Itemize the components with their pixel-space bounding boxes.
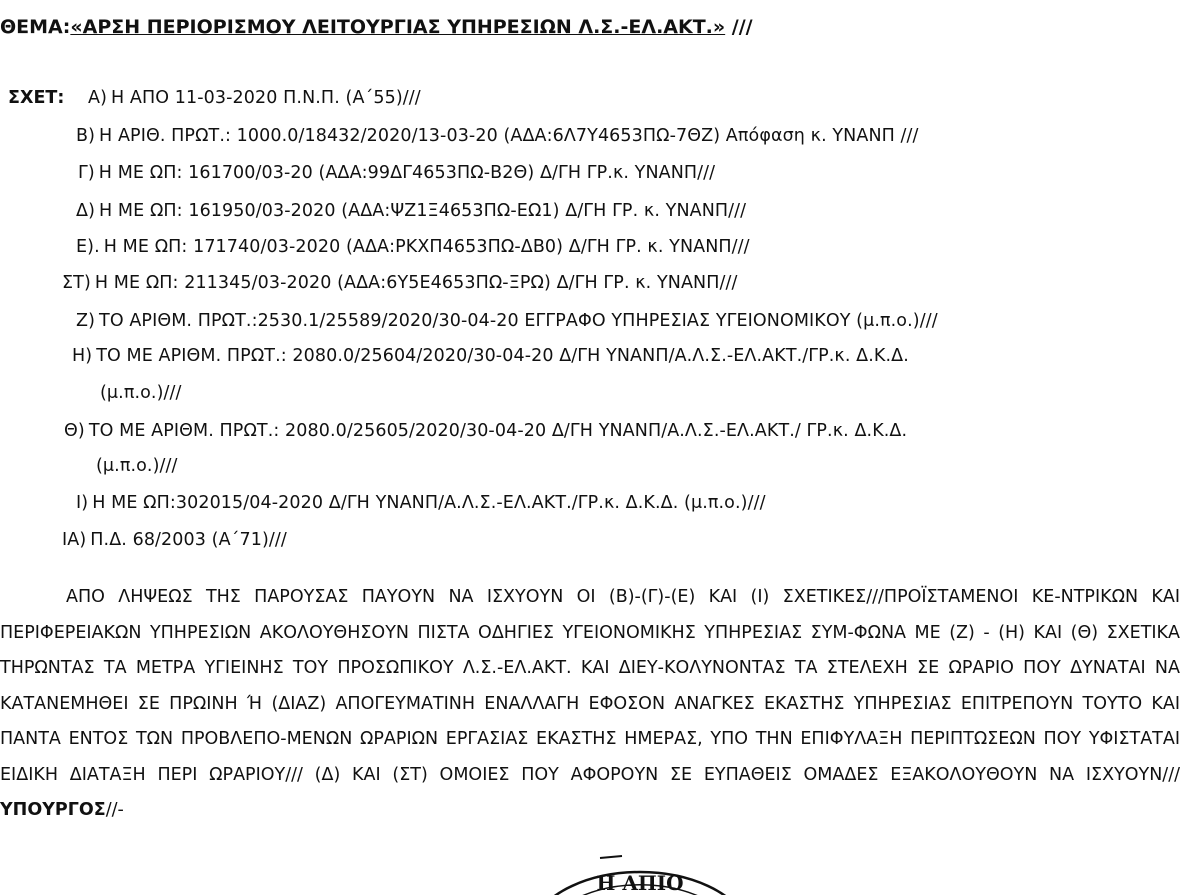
reference-mark: ΣΤ) [62, 273, 91, 293]
reference-text: Π.Δ. 68/2003 (Α΄71)/// [90, 530, 287, 550]
reference-h-continuation: (μ.π.ο.)/// [100, 383, 182, 403]
reference-i [76, 493, 766, 513]
reference-h [72, 346, 909, 366]
reference-mark: Α) [88, 88, 107, 108]
reference-st [62, 273, 738, 293]
reference-z [76, 311, 938, 331]
reference-mark: Ε). [76, 237, 100, 257]
reference-text: Η ΜΕ ΩΠ: 171740/03-2020 (ΑΔΑ:ΡΚΧΠ4653ΠΩ-ΔΒ0) Δ/ΓΗ ΓΡ. κ. ΥΝΑΝΠ/// [103, 237, 750, 257]
reference-d [76, 201, 746, 221]
reference-text: ΤΟ ΑΡΙΘΜ. ΠΡΩΤ.:2530.1/25589/2020/30-04-20 ΕΓΓΡΑΦΟ ΥΠΗΡΕΣΙΑΣ ΥΓΕΙΟΝΟΜΙΚΟΥ (μ.π.ο.)/// [99, 311, 938, 331]
reference-text: Η ΜΕ ΩΠ:302015/04-2020 Δ/ΓΗ ΥΝΑΝΠ/Α.Λ.Σ.-ΕΛ.ΑΚΤ./ΓΡ.κ. Δ.Κ.Δ. (μ.π.ο.)/// [92, 493, 766, 513]
reference-th [64, 421, 907, 441]
reference-mark: Θ) [64, 421, 85, 441]
reference-text: ΤΟ ΜΕ ΑΡΙΘΜ. ΠΡΩΤ.: 2080.0/25605/2020/30-04-20 Δ/ΓΗ ΥΝΑΝΠ/Α.Λ.Σ.-ΕΛ.ΑΚΤ./ ΓΡ.κ. Δ.Κ.Δ. [88, 421, 908, 441]
reference-mark: Η) [72, 346, 93, 366]
minister-signature: ΥΠΟΥΡΓΟΣ [0, 800, 106, 820]
subject-title: «ΑΡΣΗ ΠΕΡΙΟΡΙΣΜΟΥ ΛΕΙΤΟΥΡΓΙΑΣ ΥΠΗΡΕΣΙΩΝ Λ.Σ.-ΕΛ.ΑΚΤ.» [70, 16, 726, 38]
reference-text: Η ΑΠΟ 11-03-2020 Π.Ν.Π. (Α΄55)/// [111, 88, 421, 108]
reference-mark: Β) [76, 126, 96, 146]
reference-ia [62, 530, 287, 550]
subject-label: ΘΕΜΑ: [0, 16, 71, 38]
reference-mark: Γ) [78, 163, 95, 183]
reference-text: Η ΜΕ ΩΠ: 161950/03-2020 (ΑΔΑ:ΨΖ1Ξ4653ΠΩ-ΕΩ1) Δ/ΓΗ ΓΡ. κ. ΥΝΑΝΠ/// [99, 201, 747, 221]
reference-text: ΤΟ ΜΕ ΑΡΙΘΜ. ΠΡΩΤ.: 2080.0/25604/2020/30-04-20 Δ/ΓΗ ΥΝΑΝΠ/Α.Λ.Σ.-ΕΛ.ΑΚΤ./ΓΡ.κ. Δ.Κ.Δ. [96, 346, 909, 366]
reference-b [76, 126, 919, 146]
official-stamp [510, 850, 770, 895]
subject-line [0, 16, 753, 38]
body-text: ΑΠΟ ΛΗΨΕΩΣ ΤΗΣ ΠΑΡΟΥΣΑΣ ΠΑΥΟΥΝ ΝΑ ΙΣΧΥΟΥΝ ΟΙ (Β)-(Γ)-(Ε) ΚΑΙ (Ι) ΣΧΕΤΙΚΕΣ///ΠΡΟΪΣΤΑΜΕΝΟΙ ΚΕ-ΝΤΡΙΚΩΝ ΚΑΙ ΠΕΡΙΦΕΡΕΙΑΚΩΝ ΥΠΗΡΕΣΙΩΝ ΑΚΟΛΟΥΘΗΣΟΥΝ ΠΙΣΤΑ ΟΔΗΓΙΕΣ ΥΓΕΙΟΝΟΜΙΚΗΣ ΥΠΗΡΕΣΙΑΣ ΣΥΜ-ΦΩΝΑ ΜΕ (Ζ) - (Η) ΚΑΙ (Θ) ΣΧΕΤΙΚΑ ΤΗΡΩΝΤΑΣ ΤΑ ΜΕΤΡΑ ΥΓΙΕΙΝΗΣ ΤΟΥ ΠΡΟΣΩΠΙΚΟΥ Λ.Σ.-ΕΛ.ΑΚΤ. ΚΑΙ ΔΙΕΥ-ΚΟΛΥΝΟΝΤΑΣ ΤΑ ΣΤΕΛΕΧΗ ΣΕ ΩΡΑΡΙΟ ΠΟΥ ΔΥΝΑΤΑΙ ΝΑ ΚΑΤΑΝΕΜΗΘΕΙ ΣΕ ΠΡΩΙΝΗ Ή (ΔΙΑΖ) ΑΠΟΓΕΥΜΑΤΙΝΗ ΕΝΑΛΛΑΓΗ ΕΦΟΣΟΝ ΑΝΑΓΚΕΣ ΕΚΑΣΤΗΣ ΥΠΗΡΕΣΙΑΣ ΕΠΙΤΡΕΠΟΥΝ ΤΟΥΤΟ ΚΑΙ ΠΑΝΤΑ ΕΝΤΟΣ ΤΩΝ ΠΡΟΒΛΕΠΟ-ΜΕΝΩΝ ΩΡΑΡΙΩΝ ΕΡΓΑΣΙΑΣ ΕΚΑΣΤΗΣ ΗΜΕΡΑΣ, ΥΠΟ ΤΗΝ ΕΠΙΦΥΛΑΞΗ ΠΕΡΙΠΤΩΣΕΩΝ ΠΟΥ ΥΦΙΣΤΑΤΑΙ ΕΙΔΙΚΗ ΔΙΑΤΑΞΗ ΠΕΡΙ ΩΡΑΡΙΟΥ/// (Δ) ΚΑΙ (ΣΤ) ΟΜΟΙΕΣ ΠΟΥ ΑΦΟΡΟΥΝ ΣΕ ΕΥΠΑΘΕΙΣ ΟΜΑΔΕΣ ΕΞΑΚΟΛΟΥΘΟΥΝ ΝΑ ΙΣΧΥΟΥΝ/// [0, 587, 1180, 785]
reference-mark: Ι) [76, 493, 89, 513]
references-label: ΣΧΕΤ: [8, 88, 65, 108]
subject-tail: /// [725, 16, 753, 38]
body-paragraph [0, 580, 1180, 829]
reference-mark: Δ) [76, 201, 95, 221]
reference-mark: Ζ) [76, 311, 96, 331]
reference-e [76, 237, 750, 257]
reference-mark: ΙΑ) [62, 530, 87, 550]
reference-c [78, 163, 715, 183]
stamp-text: Η ΑΠΙΟ [596, 871, 684, 895]
body-end: //- [105, 800, 124, 820]
reference-text: Η ΑΡΙΘ. ΠΡΩΤ.: 1000.0/18432/2020/13-03-20 (ΑΔΑ:6Λ7Υ4653ΠΩ-7ΘΖ) Απόφαση κ. ΥΝΑΝΠ /// [99, 126, 919, 146]
reference-text: Η ΜΕ ΩΠ: 161700/03-20 (ΑΔΑ:99ΔΓ4653ΠΩ-Β2Θ) Δ/ΓΗ ΓΡ.κ. ΥΝΑΝΠ/// [98, 163, 716, 183]
reference-th-continuation: (μ.π.ο.)/// [96, 456, 178, 476]
reference-a [88, 88, 421, 108]
reference-text: Η ΜΕ ΩΠ: 211345/03-2020 (ΑΔΑ:6Υ5Ε4653ΠΩ-ΞΡΩ) Δ/ΓΗ ΓΡ. κ. ΥΝΑΝΠ/// [94, 273, 738, 293]
